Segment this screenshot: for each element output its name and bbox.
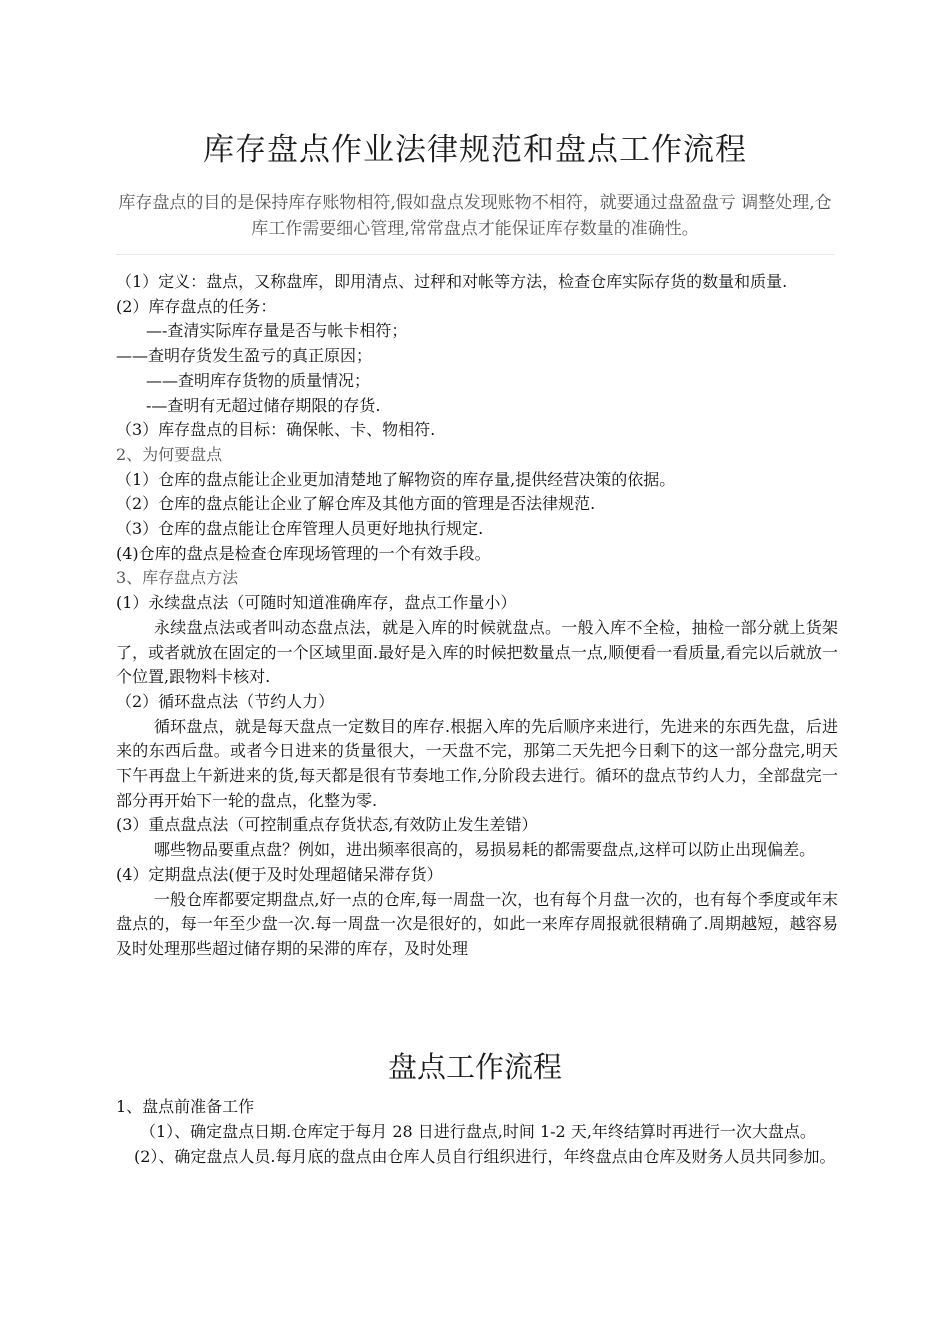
section-workflow xyxy=(116,1094,838,1169)
section-heading-workflow: 盘点工作流程 xyxy=(387,1050,562,1084)
section-inventory-overview xyxy=(116,270,838,962)
method-paragraph: 永续盘点法或者叫动态盘点法，就是入库的时候就盘点。一般入库不全检，抽检一部分就上货架了，或者就放在固定的一个区域里面.最好是入库的时候把数量点一点,顺便看一看质量,看完以后就放一个位置,跟物料卡核对. xyxy=(116,617,838,687)
task-item: ——查明库存货物的质量情况； xyxy=(146,370,371,390)
method-paragraph: 哪些物品要重点盘？例如，进出频率很高的，易损易耗的都需要盘点,这样可以防止出现偏差。 xyxy=(154,840,816,860)
method-heading-cycle: （2）循环盘点法（节约人力） xyxy=(116,691,335,711)
method-heading-perpetual: (1）永续盘点法（可随时知道准确库存，盘点工作量小） xyxy=(116,593,517,613)
document-summary: 库存盘点的目的是保持库存账物相符,假如盘点发现账物不相符，就要通过盘盈盘亏 调整处理,仓库工作需要细心管理,常常盘点才能保证库存数量的准确性。 xyxy=(118,193,832,239)
heading-methods: 3、库存盘点方法 xyxy=(116,568,239,588)
reason-item: （1）仓库的盘点能让企业更加清楚地了解物资的库存量,提供经营决策的依据。 xyxy=(116,469,676,489)
reason-item: （3）仓库的盘点能让仓库管理人员更好地执行规定. xyxy=(116,519,484,539)
paragraph-definition: （1）定义：盘点，又称盘库，即用清点、过秤和对帐等方法，检查仓库实际存货的数量和质量. xyxy=(116,272,788,291)
task-item: ——查明存货发生盈亏的真正原因； xyxy=(116,346,373,366)
workflow-heading-preparation: 1、盘点前准备工作 xyxy=(116,1097,255,1116)
workflow-item: (2）、确定盘点人员.每月底的盘点由仓库人员自行组织进行，年终盘点由仓库及财务人员共同参加。 xyxy=(134,1147,836,1166)
document-title: 库存盘点作业法律规范和盘点工作流程 xyxy=(203,132,747,168)
task-item: —-查清实际库存量是否与帐卡相符； xyxy=(146,321,408,341)
method-heading-periodic: (4）定期盘点法(便于及时处理超储呆滞存货） xyxy=(116,864,443,884)
method-heading-key: (3）重点盘点法（可控制重点存货状态,有效防止发生差错） xyxy=(116,815,538,835)
paragraph-goal: （3）库存盘点的目标：确保帐、卡、物相符. xyxy=(116,420,436,440)
method-paragraph: 循环盘点，就是每天盘点一定数目的库存.根据入库的先后顺序来进行，先进来的东西先盘，后进来的东西后盘。或者今日进来的货量很大，一天盘不完，那第二天先把今日剩下的这一部分盘完,明天下午再盘上午新进来的货,每天都是很有节奏地工作,分阶段去进行。循环的盘点节约人力，全部盘完一部分再开始下一轮的盘点，化整为零. xyxy=(116,716,838,810)
heading-tasks: (2）库存盘点的任务： xyxy=(116,296,277,316)
reason-item: (4)仓库的盘点是检查仓库现场管理的一个有效手段。 xyxy=(116,543,491,563)
method-paragraph: 一般仓库都要定期盘点,好一点的仓库,每一周盘一次，也有每个月盘一次的，也有每个季度或年末盘点的，每一年至少盘一次.每一周盘一次是很好的，如此一来库存周报就很精确了.周期越短，越容易及时处理那些超过储存期的呆滞的库存，及时处理 xyxy=(116,889,838,958)
heading-why-count: 2、为何要盘点 xyxy=(116,444,223,464)
divider xyxy=(116,254,834,255)
task-item: -—查明有无超过储存期限的存货. xyxy=(146,395,381,415)
reason-item: （2）仓库的盘点能让企业了解仓库及其他方面的管理是否法律规范. xyxy=(116,494,596,514)
workflow-item: （1）、确定盘点日期.仓库定于每月 28 日进行盘点,时间 1-2 天,年终结算时再进行一次大盘点。 xyxy=(140,1122,816,1141)
